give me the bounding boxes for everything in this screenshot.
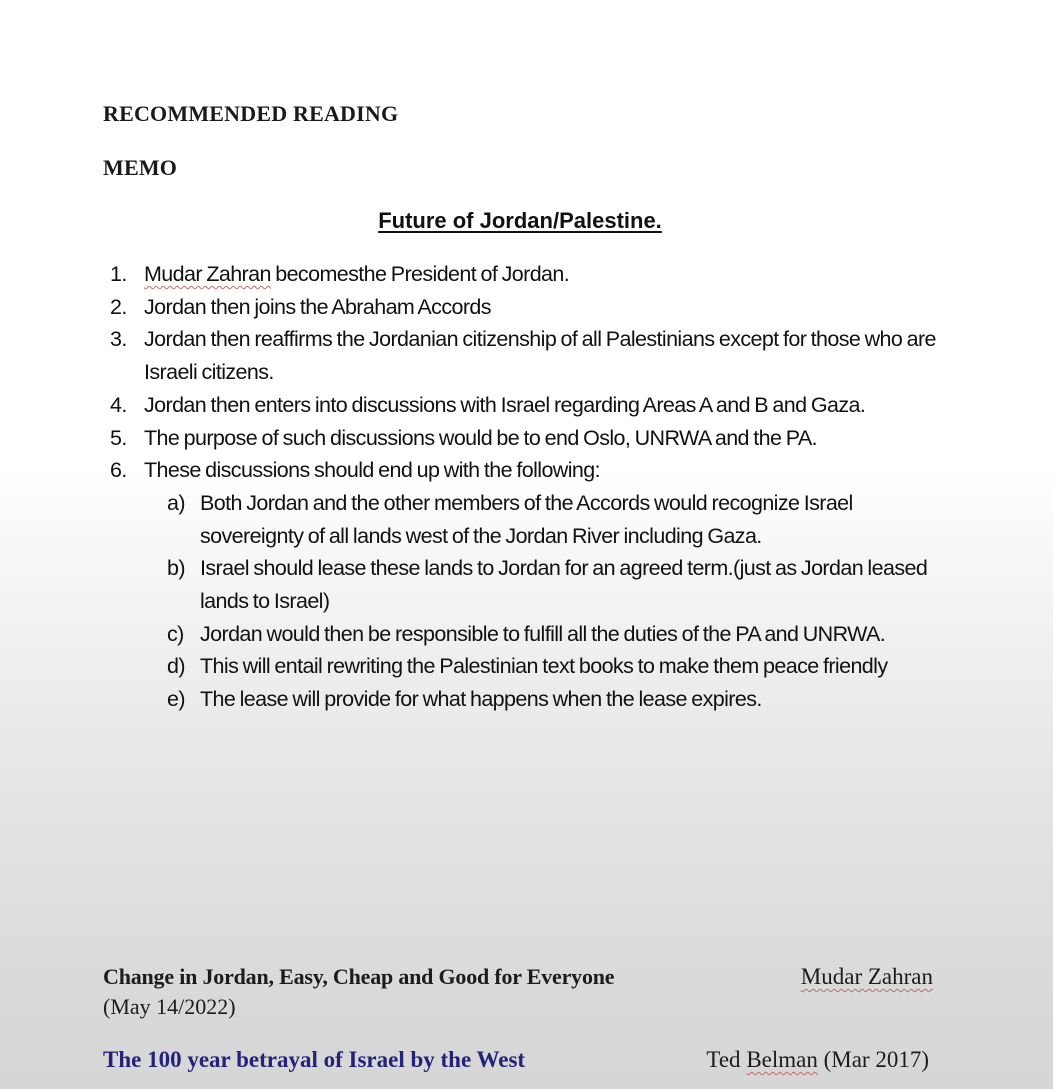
- sub-item-letter: d): [167, 654, 185, 679]
- reference-date: (Mar 2017): [817, 1047, 929, 1072]
- list-item-text: becomesthe President of Jordan.: [270, 262, 570, 286]
- sub-item-text: Jordan would then be responsible to fulfill all the duties of the PA and UNRWA.: [200, 621, 886, 646]
- sub-item-d: [0, 650, 930, 683]
- memo-title: [0, 208, 1040, 234]
- reference-2: [103, 1045, 943, 1075]
- list-number: 5.: [110, 425, 127, 450]
- reference-title: Change in Jordan, Easy, Cheap and Good for Everyone: [103, 964, 615, 989]
- sub-item-letter: e): [167, 687, 185, 712]
- memo-numbered-list: [0, 258, 1053, 716]
- author-first-name: Ted: [706, 1047, 747, 1072]
- list-item-6: [0, 454, 944, 487]
- sub-item-b: [0, 552, 930, 617]
- list-item-1: [0, 258, 944, 291]
- sub-item-text: This will entail rewriting the Palestinian text books to make them peace friendly: [200, 654, 888, 679]
- list-number: 3.: [110, 327, 127, 352]
- list-item-3: [0, 323, 944, 388]
- sub-item-text: Israel should lease these lands to Jordan for an agreed term.(just as Jordan leased lands to Israel): [200, 556, 928, 614]
- list-number: 1.: [110, 262, 127, 286]
- sub-item-a: [0, 487, 930, 552]
- sub-item-letter: c): [167, 621, 184, 646]
- sub-item-text: The lease will provide for what happens when the lease expires.: [200, 687, 762, 712]
- reference-1: [103, 962, 943, 1022]
- list-item-text: The purpose of such discussions would be to end Oslo, UNRWA and the PA.: [144, 425, 818, 450]
- reference-author: Mudar Zahran: [800, 964, 933, 989]
- list-item-5: [0, 422, 944, 455]
- list-item-text: These discussions should end up with the following:: [144, 458, 600, 483]
- list-item-text: Jordan then enters into discussions with Israel regarding Areas A and B and Gaza.: [144, 392, 866, 417]
- person-name: Mudar Zahran: [144, 262, 271, 286]
- sub-item-letter: b): [167, 556, 185, 581]
- sub-item-e: [0, 683, 930, 716]
- list-number: 2.: [110, 294, 127, 319]
- list-item-text: Jordan then joins the Abraham Accords: [144, 294, 491, 319]
- list-item-2: [0, 291, 944, 324]
- reference-author: [706, 1045, 929, 1075]
- list-number: 6.: [110, 458, 127, 483]
- sub-item-text: Both Jordan and the other members of the Accords would recognize Israel sovereignty of all lands west of the Jordan River including Gaza.: [200, 490, 853, 548]
- sub-item-c: [0, 618, 930, 651]
- memo-label: MEMO: [103, 155, 178, 180]
- memo-title-text: Future of Jordan/Palestine.: [378, 208, 662, 233]
- list-item-text: Jordan then reaffirms the Jordanian citizenship of all Palestinians except for those who are Israeli citizens.: [144, 327, 936, 385]
- reference-date: (May 14/2022): [103, 994, 236, 1019]
- sub-item-letter: a): [167, 490, 185, 515]
- list-item-4: [0, 389, 944, 422]
- author-last-name: Belman: [746, 1047, 818, 1072]
- list-number: 4.: [110, 392, 127, 417]
- section-heading-recommended-reading: RECOMMENDED READING: [103, 101, 399, 126]
- reference-link-title[interactable]: The 100 year betrayal of Israel by the West: [103, 1047, 526, 1072]
